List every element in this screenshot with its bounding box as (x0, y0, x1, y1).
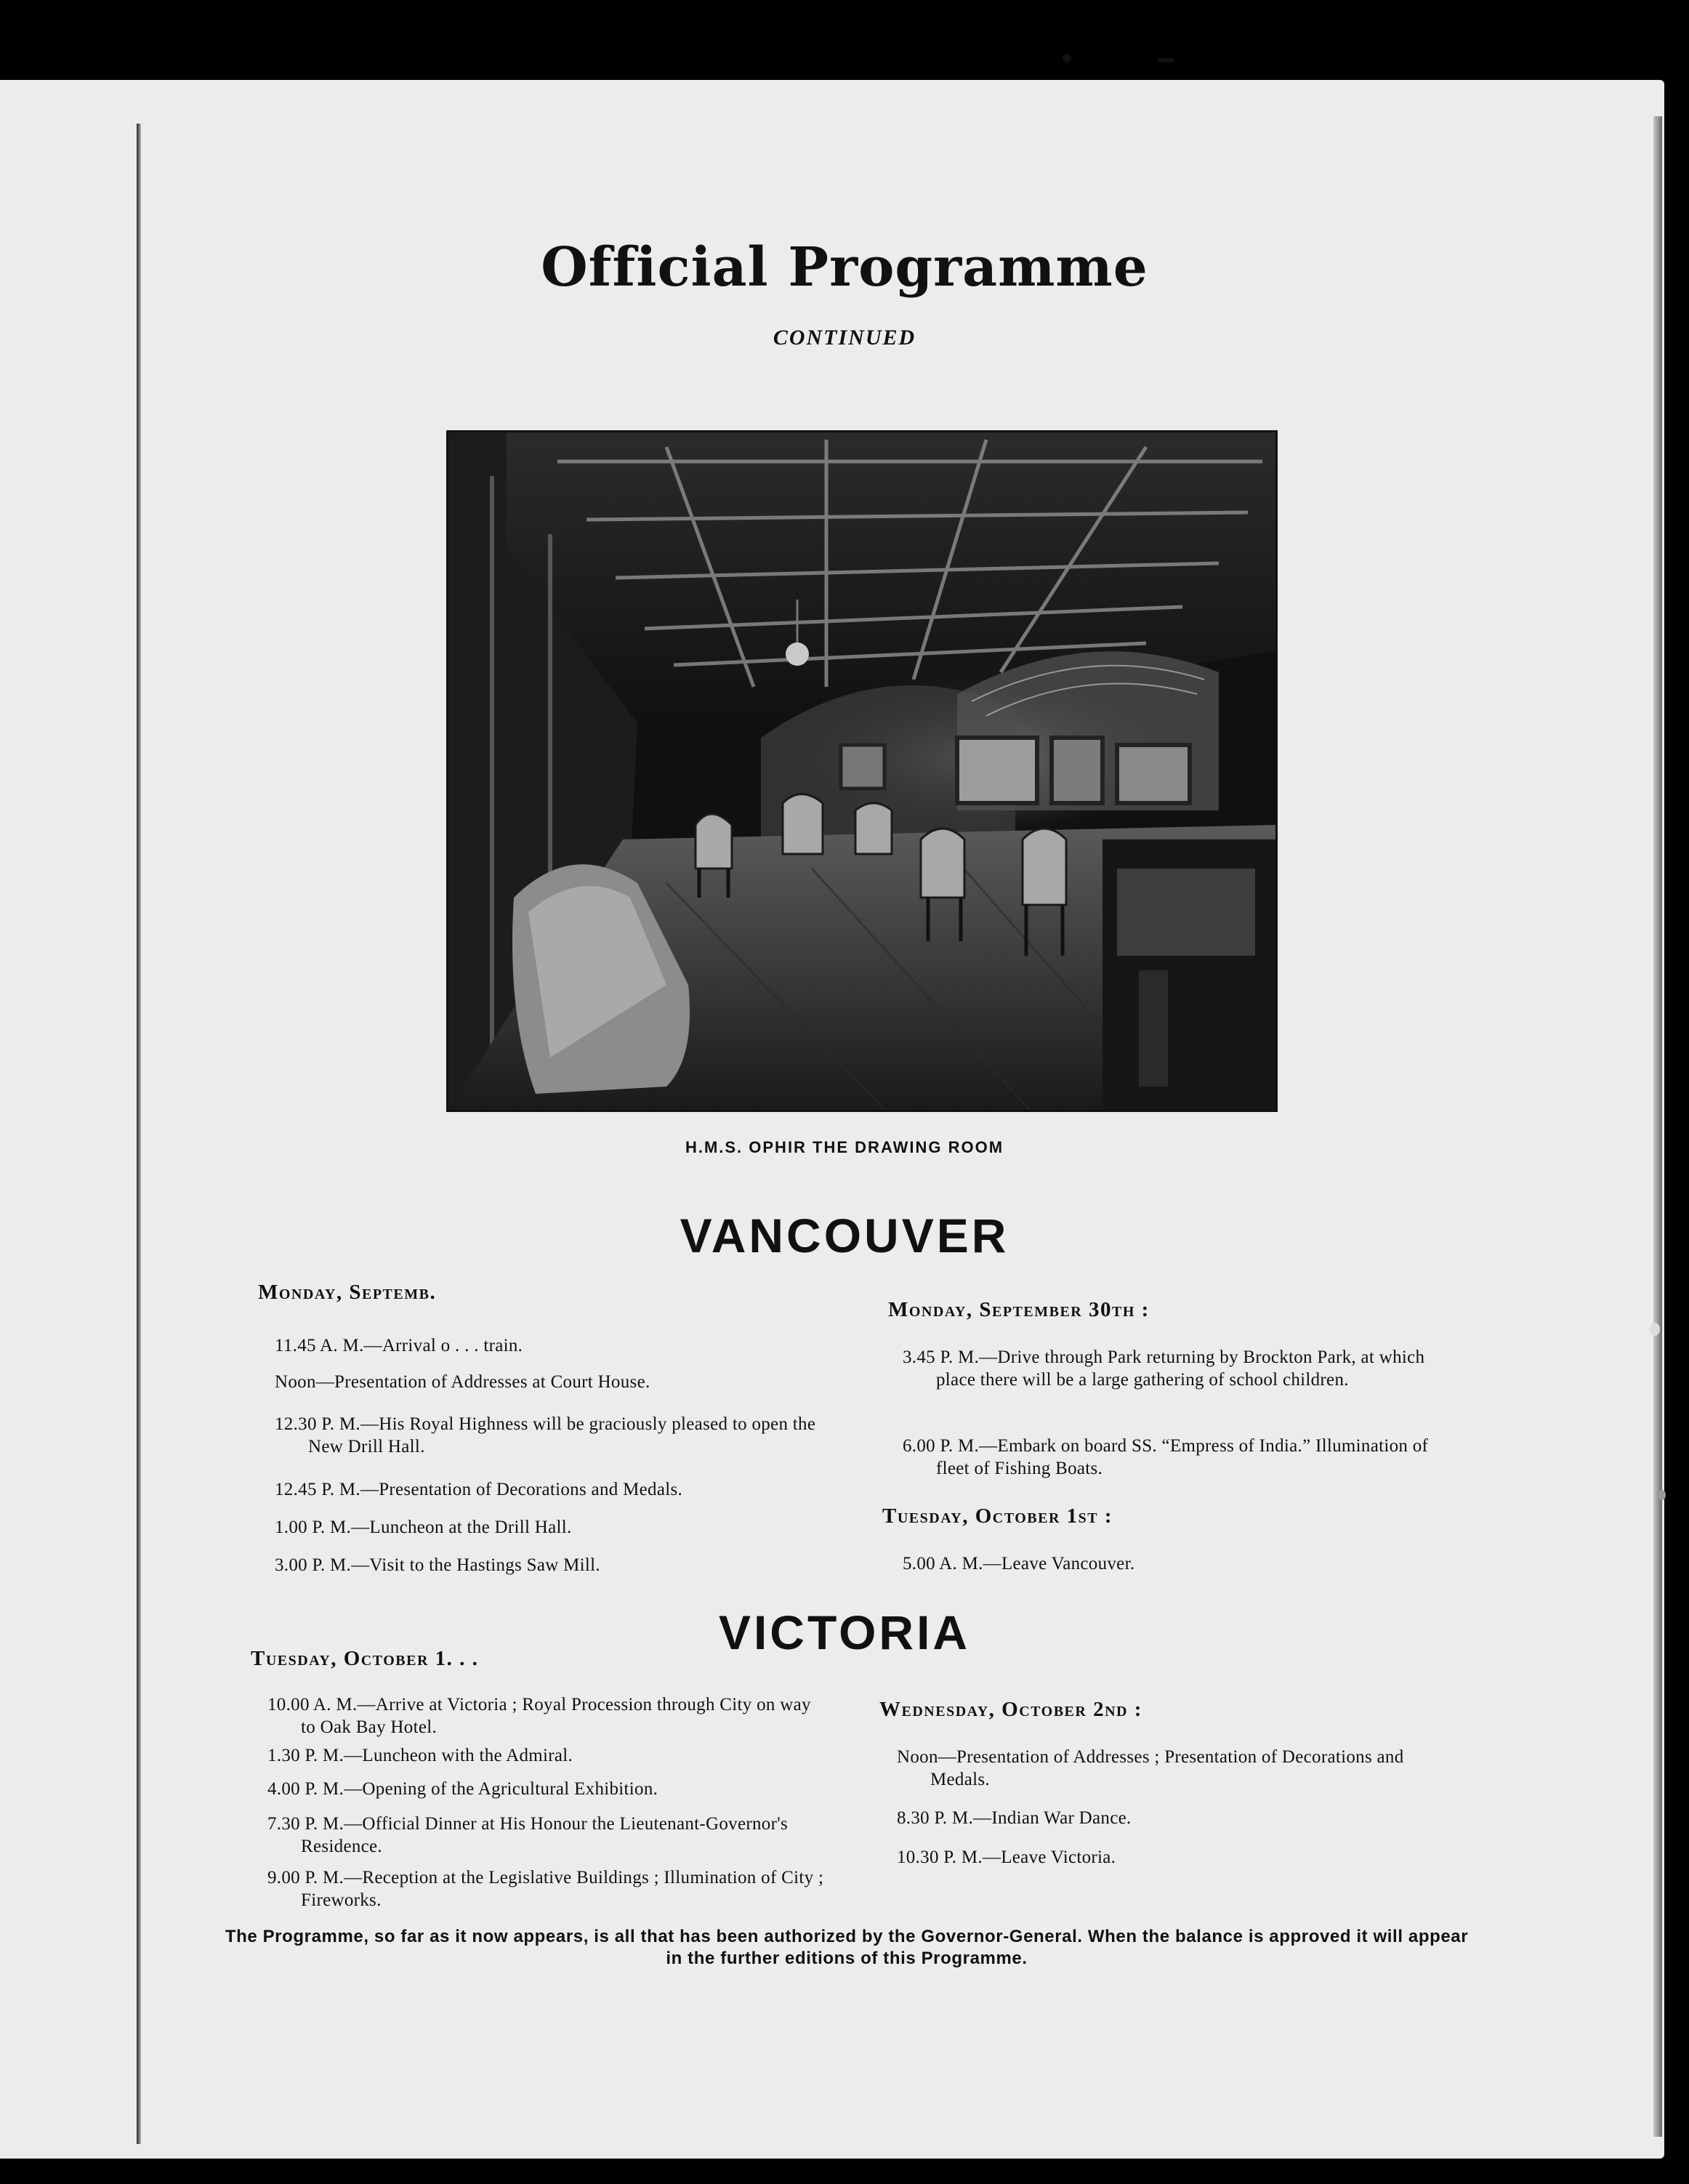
scan-speck (1650, 1323, 1660, 1336)
programme-entry: 5.00 A. M.—Leave Vancouver. (903, 1554, 1135, 1573)
scan-speck (1157, 58, 1174, 63)
day-heading: Tuesday, October 1st : (882, 1504, 1113, 1528)
programme-entry: 3.45 P. M.—Drive through Park returning by Brockton Park, at which place there will be a large gathering of school children. (903, 1347, 1425, 1390)
page-title: Official Programme (541, 236, 1148, 299)
programme-entry: 12.45 P. M.—Presentation of Decorations and Medals. (275, 1480, 683, 1499)
day-heading: Monday, September 30th : (888, 1298, 1150, 1321)
programme-entry: Noon—Presentation of Addresses at Court House. (275, 1372, 650, 1392)
day-heading: Wednesday, October 2nd : (879, 1698, 1142, 1721)
programme-entry: 4.00 P. M.—Opening of the Agricultural Exhibition. (267, 1779, 658, 1799)
programme-entry: 6.00 P. M.—Embark on board SS. “Empress of India.” Illumination of fleet of Fishing Boats. (903, 1436, 1429, 1478)
drawing-room-illustration (448, 432, 1275, 1110)
scan-speck (1658, 1490, 1666, 1500)
binding-spine (137, 124, 141, 2144)
programme-entry: 9.00 P. M.—Reception at the Legislative Buildings ; Illumination of City ; Fireworks. (267, 1868, 824, 1910)
programme-entry: 1.00 P. M.—Luncheon at the Drill Hall. (275, 1518, 572, 1537)
programme-entry: 12.30 P. M.—His Royal Highness will be graciously pleased to open the New Drill Hall. (275, 1414, 816, 1456)
programme-entry: 1.30 P. M.—Luncheon with the Admiral. (267, 1746, 573, 1765)
programme-entry: 11.45 A. M.—Arrival o . . . train. (275, 1336, 523, 1355)
page-subtitle: CONTINUED (773, 326, 916, 350)
programme-entry: 3.00 P. M.—Visit to the Hastings Saw Mill. (275, 1555, 600, 1575)
day-heading: Tuesday, October 1. . . (251, 1647, 479, 1670)
day-heading: Monday, Septemb. (258, 1281, 437, 1304)
programme-entry: 8.30 P. M.—Indian War Dance. (897, 1808, 1132, 1828)
programme-entry: 10.30 P. M.—Leave Victoria. (897, 1847, 1116, 1867)
programme-entry: 7.30 P. M.—Official Dinner at His Honour the Lieutenant-Governor's Residence. (267, 1814, 789, 1856)
page-edge (1653, 116, 1662, 2137)
programme-entry: 10.00 A. M.—Arrive at Victoria ; Royal Procession through City on way to Oak Bay Hotel. (267, 1695, 811, 1737)
drawing-room-photo (446, 430, 1278, 1112)
programme-entry: Noon—Presentation of Addresses ; Presentation of Decorations and Medals. (897, 1747, 1404, 1789)
scan-speck (1063, 54, 1071, 63)
city-heading-victoria: VICTORIA (718, 1605, 971, 1659)
authorization-note: The Programme, so far as it now appears, is all that has been authorized by the Governor-General. When the balance is approved it will appear in the further editions of this Programme. (225, 1927, 1469, 1968)
photo-caption: H.M.S. OPHIR THE DRAWING ROOM (685, 1138, 1004, 1156)
city-heading-vancouver: VANCOUVER (680, 1209, 1009, 1262)
